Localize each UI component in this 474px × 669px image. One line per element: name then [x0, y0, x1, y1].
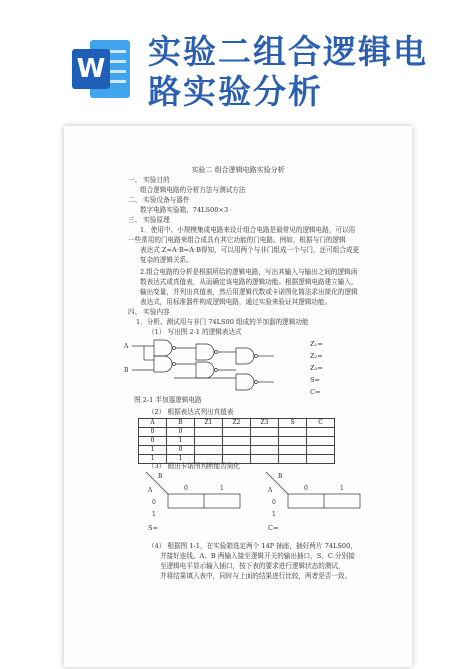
truth-table	[138, 418, 335, 464]
page-title: 实验二 组合逻辑电路实验分析	[191, 166, 285, 174]
half-adder-circuit-diagram	[124, 334, 304, 394]
word-icon	[72, 40, 130, 98]
paragraph: 1．分析、测试用与非门 74LS00 组成的半加器的逻辑功能	[136, 318, 309, 326]
figure-caption: 图 2-1 半加器逻辑电路	[134, 396, 202, 404]
paragraph: 并接好连线。A、B 两输入接至逻辑开关的输出插口，S、C 分别接	[160, 552, 355, 560]
section-heading: 四、 实验内容	[128, 308, 170, 316]
table-cell	[307, 455, 335, 464]
svg-text:0: 0	[184, 485, 188, 492]
svg-text:0: 0	[152, 499, 156, 506]
paragraph: 数字电路实验箱、74LS00×3	[140, 206, 229, 214]
table-row	[139, 428, 335, 437]
table-cell	[195, 428, 223, 437]
kmap-c-label: C=	[268, 524, 279, 532]
paragraph: 复杂的逻辑关系。	[140, 256, 193, 264]
table-cell: 1	[139, 446, 167, 455]
table-header: A	[139, 419, 167, 428]
paragraph: （2） 根据表达式列出真值表	[148, 408, 234, 416]
table-cell	[307, 437, 335, 446]
table-cell	[279, 455, 307, 464]
svg-text:1: 1	[220, 485, 224, 492]
paragraph: 组合逻辑电路的分析方法与测试方法	[140, 186, 246, 194]
paragraph: 至逻辑电平显示输入插口，按下表的要求进行逻辑状态的测试，	[160, 562, 345, 570]
table-header: Z1	[195, 419, 223, 428]
svg-text:1: 1	[340, 485, 344, 492]
paragraph: 1．使用中、小规模集成电路来设计组合电路是最常见的逻辑电路，可以用	[140, 226, 356, 234]
svg-text:0: 0	[272, 499, 276, 506]
table-cell	[307, 446, 335, 455]
table-cell: 0	[139, 437, 167, 446]
table-cell: 0	[139, 428, 167, 437]
svg-text:B: B	[158, 473, 163, 480]
table-cell	[223, 428, 251, 437]
output-z3: Z₃=	[310, 364, 323, 372]
paragraph: （1） 写出图 2-1 的逻辑表达式	[148, 328, 242, 336]
karnaugh-map-c	[264, 470, 374, 530]
document-page	[64, 126, 412, 667]
svg-text:1: 1	[152, 511, 156, 518]
table-cell: 1	[167, 437, 195, 446]
svg-text:B: B	[278, 473, 283, 480]
output-z1: Z₁=	[310, 340, 323, 348]
table-cell: 0	[167, 446, 195, 455]
table-header: Z2	[223, 419, 251, 428]
paragraph: （4） 根据图 1-1，在实验箱选定两个 14P 插座，插好两片 74LS00，	[148, 542, 357, 550]
paragraph: 并将结果填入表中，同时与上面的结果进行比较，两者是否一致。	[160, 572, 352, 580]
table-cell	[279, 446, 307, 455]
word-icon-letter: W	[72, 49, 110, 89]
table-header: B	[167, 419, 195, 428]
input-a-label: A	[124, 343, 129, 350]
table-header: S	[279, 419, 307, 428]
table-header: Z3	[251, 419, 279, 428]
paragraph: 数表达式或真值表，从而确定该电路的逻辑功能。根据逻辑电路建立输入，	[140, 278, 358, 286]
table-cell	[279, 428, 307, 437]
svg-text:A: A	[148, 487, 153, 494]
table-cell	[251, 446, 279, 455]
table-cell	[279, 437, 307, 446]
paragraph: 表达式 Z=A·B=A·B得知，可以用两个与非门组成一个与门，还可组合成更	[140, 246, 360, 254]
section-heading: 二、 实验设备与器件	[128, 196, 190, 204]
table-cell	[223, 437, 251, 446]
section-heading: 一、 实验目的	[128, 176, 170, 184]
paragraph: 输出变量，并列出真值表，然后用逻辑代数或卡诺图化简法求出简化的逻辑	[140, 288, 358, 296]
table-cell: 1	[139, 455, 167, 464]
table-cell: 0	[167, 428, 195, 437]
kmap-s-label: S=	[148, 524, 159, 532]
output-c: C=	[310, 388, 321, 396]
table-cell	[223, 446, 251, 455]
paragraph: （3） 画出卡诺图判断能否简化	[148, 462, 241, 470]
input-b-label: B	[124, 367, 129, 374]
table-cell	[251, 428, 279, 437]
section-heading: 三、 实验原理	[128, 216, 170, 224]
svg-text:A: A	[268, 487, 273, 494]
output-z2: Z₂=	[310, 352, 323, 360]
karnaugh-map-s	[144, 470, 254, 530]
table-cell	[307, 428, 335, 437]
paragraph: 一些常用的门电路来组合成具有其它功能的门电路。例如，根据与门的逻辑	[128, 236, 346, 244]
table-row	[139, 446, 335, 455]
table-cell	[195, 446, 223, 455]
header-banner	[0, 0, 474, 120]
table-row	[139, 437, 335, 446]
table-cell: 1	[167, 455, 195, 464]
table-cell	[251, 437, 279, 446]
document-title-banner: 实验二组合逻辑电 路实验分析	[148, 32, 428, 111]
output-s: S=	[310, 376, 321, 384]
table-cell	[251, 455, 279, 464]
table-row	[139, 419, 335, 428]
svg-text:0: 0	[304, 485, 308, 492]
svg-text:1: 1	[272, 511, 276, 518]
paragraph: 2.组合电路的分析是根据所给的逻辑电路，写出其输入与输出之间的逻辑函	[140, 268, 358, 276]
table-header: C	[307, 419, 335, 428]
paragraph: 表达式，用标准器件构成逻辑电路，通过实验来验证其逻辑功能。	[140, 298, 332, 306]
table-cell	[195, 437, 223, 446]
